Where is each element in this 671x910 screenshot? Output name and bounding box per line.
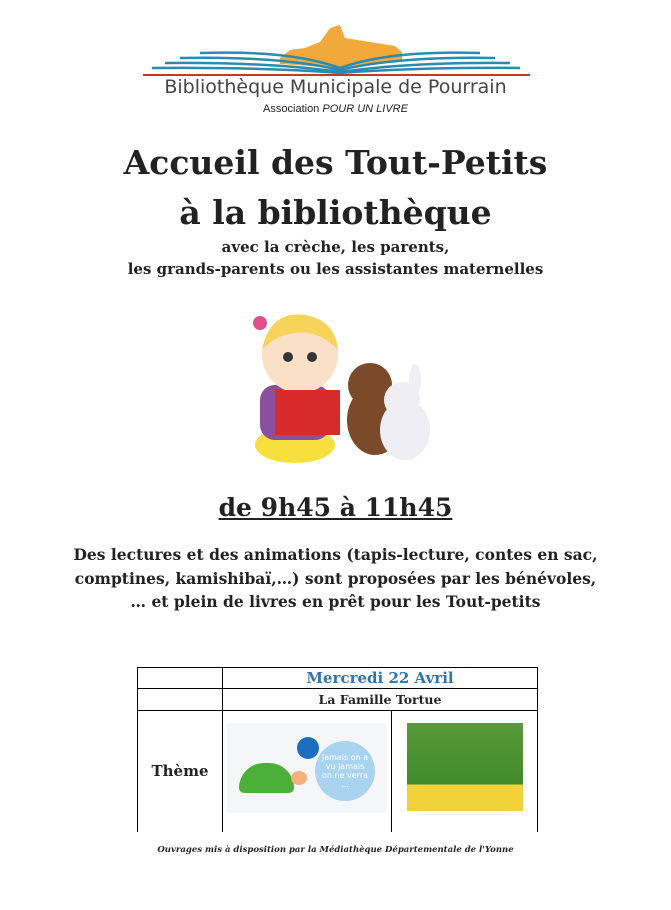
subtitle-line-2: les grands-parents ou les assistantes maternelles xyxy=(127,260,544,278)
footer-credit: Ouvrages mis à disposition par la Médiathèque Départementale de l'Yonne xyxy=(157,845,514,855)
story-cell: La Famille Tortue xyxy=(223,689,538,711)
description-line-1: Des lectures et des animations (tapis-lecture, contes en sac, xyxy=(73,545,598,564)
theme-label: Thème xyxy=(138,711,223,832)
schedule-table xyxy=(137,667,538,832)
association-line xyxy=(0,103,671,115)
description-line-3: … et plein de livres en prêt pour les Tout-petits xyxy=(130,592,541,611)
description-line-2: comptines, kamishibaï,…) sont proposées par les bénévoles, xyxy=(74,569,597,588)
image-cell-1 xyxy=(223,711,392,832)
child-reading-illustration xyxy=(240,305,435,470)
turtle-song-image xyxy=(227,723,387,813)
empty-cell xyxy=(138,668,223,689)
library-logo xyxy=(140,20,532,78)
title-line-2: à la bibliothèque xyxy=(179,193,492,232)
date-cell: Mercredi 22 Avril xyxy=(223,668,538,689)
empty-cell xyxy=(138,689,223,711)
association-prefix: Association xyxy=(263,103,323,115)
speech-bubble: Jamais on a vu jamais on ne verra ... xyxy=(315,741,375,801)
turtle-family-image xyxy=(407,723,523,811)
schedule-time: de 9h45 à 11h45 xyxy=(218,493,453,522)
image-cell-2 xyxy=(392,711,538,832)
subtitle-line-1: avec la crèche, les parents, xyxy=(221,238,450,256)
library-name: Bibliothèque Municipale de Pourrain xyxy=(164,76,507,98)
association-name: POUR UN LIVRE xyxy=(322,103,408,115)
title-line-1: Accueil des Tout-Petits xyxy=(123,143,548,182)
